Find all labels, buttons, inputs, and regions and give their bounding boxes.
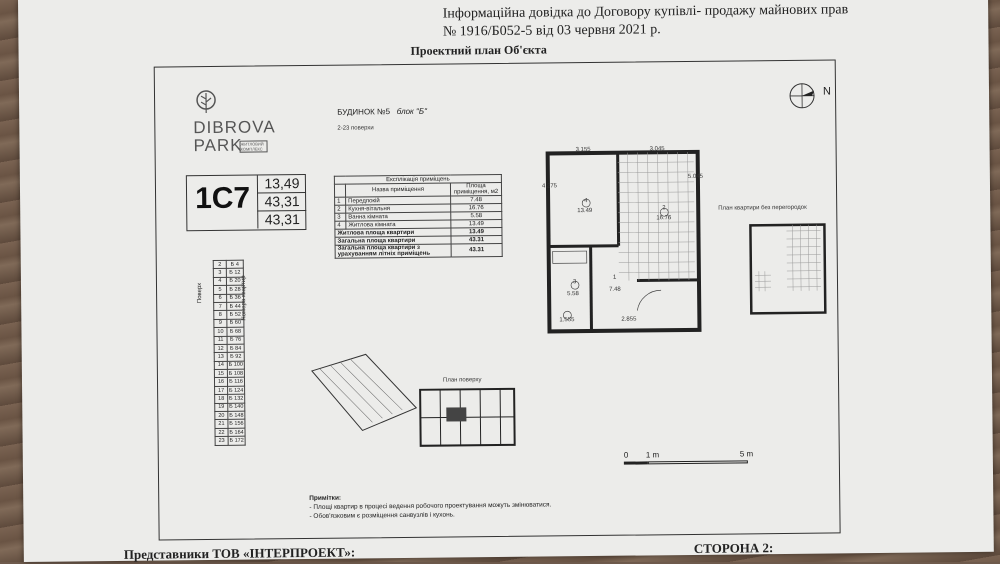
cell: Загальна площа квартири <box>335 236 451 245</box>
table-row <box>213 269 243 278</box>
no-partitions-label: План квартири без перегородок <box>718 204 807 212</box>
floor-cell: 19 <box>215 403 228 412</box>
floor-cell: 6 <box>214 294 227 303</box>
footer-left: Представники ТОВ «ІНТЕРПРОЕКТ»: <box>123 544 356 562</box>
table-row <box>214 310 244 319</box>
note-item: - Площі квартир в процесі ведення робочого проектування можуть змінюватися. <box>309 501 552 511</box>
cell: 13.49 <box>451 227 502 236</box>
dim-right: 5.045 <box>687 173 703 180</box>
dim-top-left: 3.155 <box>575 147 591 154</box>
table-row <box>214 327 244 336</box>
floor-cell: 9 <box>214 319 227 328</box>
apartment-cell: Б 28 <box>227 285 244 294</box>
room-3-num: 3 <box>572 279 577 286</box>
floor-cell: 21 <box>215 420 228 429</box>
floor-plan-drawing <box>306 349 537 461</box>
scale-segment <box>624 461 648 464</box>
cell: Житлова кімната <box>346 220 451 229</box>
unit-value-total-summer: 43,31 <box>257 211 306 229</box>
cell: 43.31 <box>451 243 502 257</box>
table-row <box>213 260 243 269</box>
logo-line1: DIBROVA <box>193 117 276 138</box>
apt-header: Номера квартир <box>240 275 248 321</box>
floor-cell: 5 <box>214 286 227 295</box>
total-row <box>335 243 502 258</box>
cell: 5.58 <box>451 211 502 220</box>
floor-plan-label: План поверху <box>442 377 482 384</box>
notes <box>309 491 551 521</box>
room-1-num: 1 <box>612 274 617 281</box>
floor-cell: 2 <box>213 260 226 269</box>
apartment-cell: Б 76 <box>227 336 244 345</box>
scale-0: 0 <box>623 450 629 460</box>
no-partitions-plan <box>746 221 829 322</box>
apartment-cell: Б 12 <box>226 269 243 278</box>
unit-code: 1C7 <box>194 181 251 216</box>
unit-value-total: 43,31 <box>257 193 306 212</box>
room-2-num: 2 <box>662 205 666 212</box>
floor-cell: 11 <box>214 336 227 345</box>
dim-top-right: 3.045 <box>649 146 665 153</box>
cell: 16.76 <box>451 203 502 212</box>
dim-left: 4.275 <box>541 183 558 190</box>
floor-cell: 10 <box>214 327 227 336</box>
table-row <box>214 319 244 328</box>
floor-table-grid <box>213 260 246 446</box>
apartment-cell: Б 92 <box>227 352 244 361</box>
cell: Загальна площа квартири з урахуванням літніх приміщень <box>335 244 451 258</box>
apartment-cell: Б 132 <box>228 395 244 402</box>
room-4-area: 13.49 <box>577 207 593 215</box>
logo-line2: PARK <box>193 135 243 156</box>
cell: 2 <box>335 205 346 213</box>
cell: 13.49 <box>451 219 502 228</box>
apartment-cell: Б 124 <box>228 387 244 394</box>
scale-bar <box>624 449 764 470</box>
floor-cell: 8 <box>214 311 227 320</box>
apartment-cell: Б 52 <box>227 310 244 319</box>
notes-title: Примітки: <box>309 494 342 502</box>
apartment-cell: Б 68 <box>227 327 244 336</box>
apartment-cell: Б 148 <box>229 412 244 419</box>
unit-value-living: 13,49 <box>257 175 306 194</box>
apartment-plan <box>536 140 718 342</box>
floor-cell: 13 <box>214 353 227 362</box>
table-row <box>214 369 244 378</box>
north-label: N <box>822 85 832 98</box>
scale-1m: 1 m <box>645 450 660 460</box>
room-1-area: 7.48 <box>609 286 621 293</box>
table-row <box>215 394 245 403</box>
floor-cell: 7 <box>214 302 227 311</box>
apartment-cell: Б 172 <box>229 437 244 444</box>
document-header <box>443 1 849 41</box>
table-row <box>214 378 244 387</box>
cell: Передпокій <box>346 196 451 205</box>
note-item: - Обов'язковим є розміщення санвузлів і кухонь. <box>309 511 455 520</box>
table-row <box>214 285 244 294</box>
dim-bath: 1.555 <box>559 317 575 324</box>
table-row <box>214 352 244 361</box>
floor-cell: 16 <box>214 378 227 387</box>
header-line2: № 1916/Б052-5 від 03 червня 2021 р. <box>442 22 661 40</box>
room-2-area: 16.76 <box>656 215 672 222</box>
apartment-cell: Б 108 <box>228 370 244 377</box>
cell: Житлова площа квартири <box>335 228 451 237</box>
apartment-cell: Б 60 <box>227 319 244 328</box>
table-row <box>215 403 245 412</box>
building-number: БУДИНОК №5 <box>337 107 391 117</box>
logo-sub: ЖИТЛОВИЙ КОМПЛЕКС <box>239 140 267 152</box>
floor-cell: 23 <box>215 437 228 446</box>
floor-header: Поверх <box>196 282 204 304</box>
table-row <box>215 411 245 420</box>
cell: 1 <box>335 197 346 205</box>
floor-cell: 3 <box>213 269 226 278</box>
floors-range: 2-23 поверхи <box>337 125 374 132</box>
room-3-area: 5.58 <box>567 291 579 298</box>
floor-cell: 22 <box>215 428 228 437</box>
explication-header: Назва приміщення <box>345 183 450 197</box>
explication-table <box>334 174 503 259</box>
cell: 7.48 <box>451 195 502 204</box>
apartment-cell: Б 36 <box>227 294 244 303</box>
floor-cell: 15 <box>214 369 227 378</box>
cell: 3 <box>335 213 346 221</box>
floor-cell: 18 <box>215 395 228 404</box>
dibrova-logo <box>193 88 293 156</box>
table-row <box>214 361 244 370</box>
floor-cell: 4 <box>213 277 226 286</box>
apartment-cell: Б 156 <box>229 420 244 427</box>
apartment-cell: Б 4 <box>226 260 243 269</box>
scale-segment <box>648 460 748 464</box>
apartment-cell: Б 84 <box>227 344 244 353</box>
cell: 4 <box>335 221 346 229</box>
document-page <box>18 0 994 562</box>
table-row <box>214 344 244 353</box>
header-line1: Інформаційна довідка до Договору купівлі- продажу майнових прав <box>442 2 849 22</box>
table-row <box>215 428 245 437</box>
apartment-cell: Б 116 <box>229 378 243 385</box>
floor-table <box>213 260 246 446</box>
cell: 43.31 <box>451 235 502 244</box>
apartment-cell: Б 140 <box>229 403 244 411</box>
explication-header: Площа приміщення, м2 <box>450 182 501 196</box>
cell: Кухня-вітальня <box>346 204 451 213</box>
dim-bottom: 2.855 <box>621 316 637 323</box>
explication-header <box>334 184 345 197</box>
table-row <box>215 386 245 395</box>
scale-5m: 5 m <box>739 449 754 459</box>
explication-title: Експлікація приміщень <box>334 174 501 184</box>
unit-code-box <box>186 174 307 231</box>
north-arrow-icon <box>785 79 819 113</box>
apartment-cell: Б 20 <box>226 277 243 286</box>
table-row <box>215 420 245 429</box>
apartment-cell: Б 100 <box>228 362 244 369</box>
table-row <box>213 277 243 286</box>
table-row <box>214 294 244 303</box>
plan-frame <box>154 59 841 540</box>
room-4-num: 4 <box>584 198 588 205</box>
table-row <box>215 436 245 445</box>
apartment-cell: Б 164 <box>229 429 244 436</box>
floor-cell: 17 <box>215 386 228 395</box>
table-row <box>214 336 244 345</box>
plan-title: Проектний план Об'єкта <box>410 42 547 58</box>
oak-leaf-icon <box>193 89 219 115</box>
footer-right: СТОРОНА 2: <box>693 540 774 556</box>
floor-cell: 20 <box>215 411 228 420</box>
table-row <box>214 302 244 311</box>
floor-cell: 14 <box>214 361 227 370</box>
building-label <box>337 107 427 117</box>
floor-cell: 12 <box>214 344 227 353</box>
apartment-cell: Б 44 <box>227 302 244 311</box>
cell: Ванна кімната <box>346 212 451 221</box>
building-block: блок "Б" <box>396 106 427 117</box>
